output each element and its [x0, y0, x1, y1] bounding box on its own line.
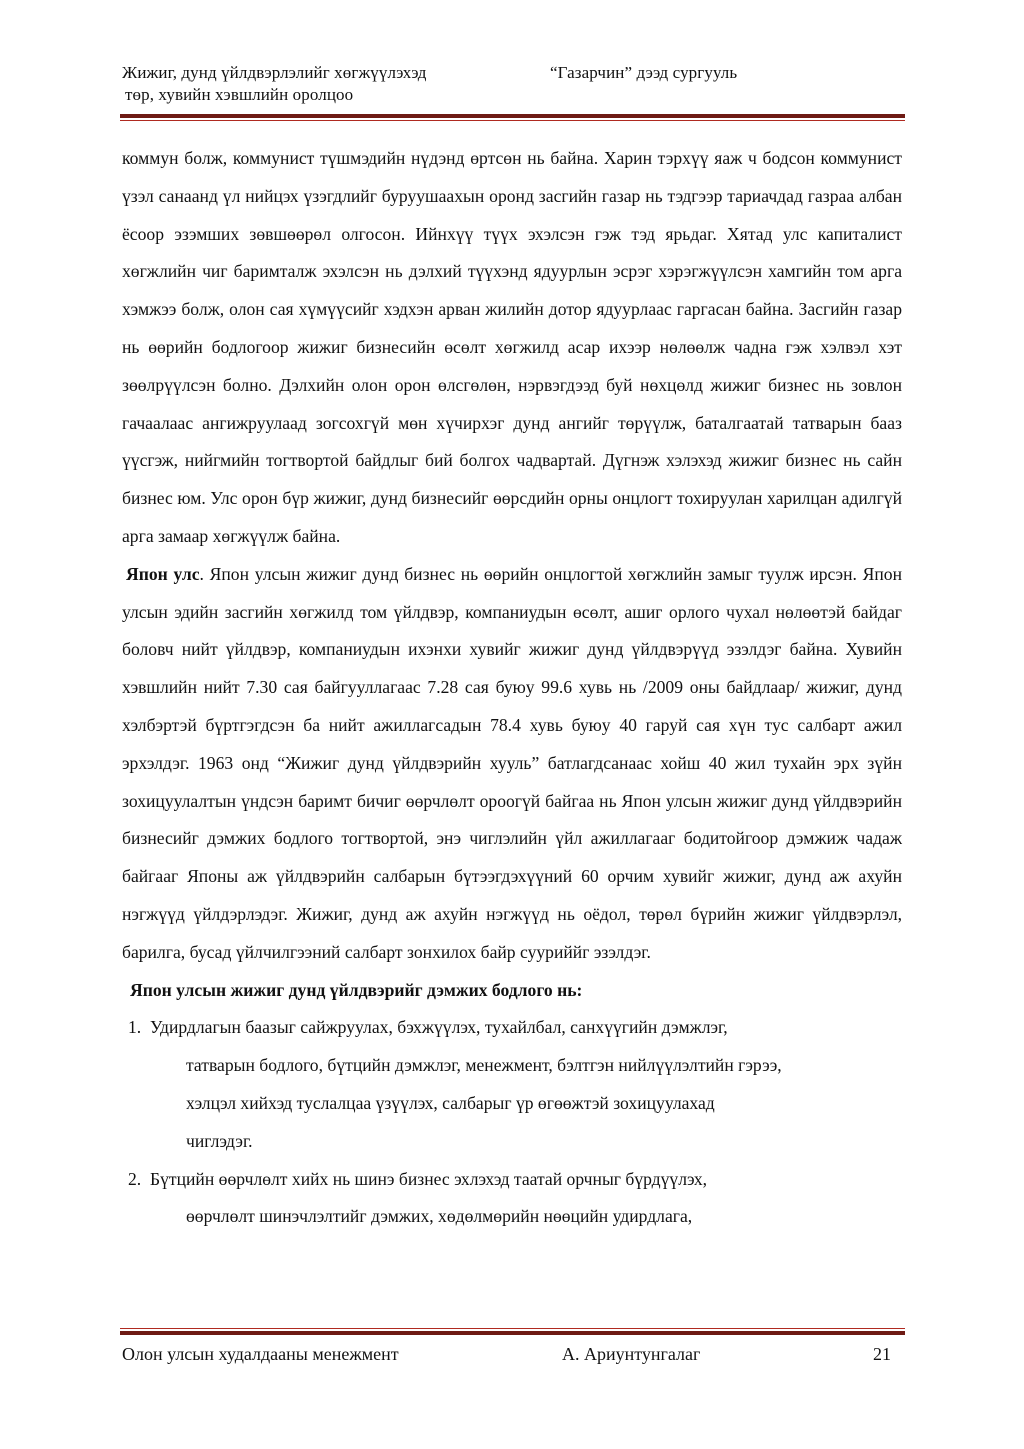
paragraph-2-lead: Япон улс — [126, 563, 200, 584]
header-rule-thin — [120, 120, 905, 121]
page-number: 21 — [873, 1344, 891, 1364]
list-item-2 — [122, 1161, 902, 1237]
list-item-2-number: 2. — [128, 1168, 142, 1189]
list-item-1-line: Удирдлагын баазыг сайжруулах, бэхжүүлэх, тухайлбал, санхүүгийн дэмжлэг, — [150, 1017, 728, 1038]
footer-rule-thick — [120, 1331, 905, 1335]
header-left — [122, 62, 502, 106]
section-heading: Япон улсын жижиг дунд үйлдвэрийг дэмжих бодлого нь: — [130, 979, 583, 1000]
footer-course-title: Олон улсын худалдааны менежмент — [122, 1344, 399, 1364]
paragraph-2 — [122, 556, 902, 972]
header-right: “Газарчин” дээд сургууль — [550, 63, 738, 82]
list-item-2-line: Бүтцийн өөрчлөлт хийх нь шинэ бизнес эхлэхэд таатай орчныг бүрдүүлэх, — [150, 1168, 708, 1189]
paragraph-2-text: . Япон улсын жижиг дунд бизнес нь өөрийн онцлогтой хөгжлийн замыг туулж ирсэн. Япон улсын эдийн засгийн хөгжилд том үйлдвэр, компаниудын өсөлт, ашиг орлого чухал нөлөөтэй байдаг боловч нийт үйлдвэр, компаниудын ихэнхи хувийг жижиг дунд үйлдвэрүүд эзэлдэг байна. Хувийн хэвшлийн нийт 7.30 сая байгууллагаас 7.28 сая буюу 99.6 хувь нь /2009 оны байдлаар/ жижиг, дунд хэлбэртэй бүртгэгдсэн ба нийт ажиллагсадын 78.4 хувь буюу 40 гаруй сая хүн тус салбарт ажил эрхэлдэг. 1963 онд “Жижиг дунд үйлдвэрийн хууль” батлагдсанаас хойш 40 жил тухайн эрх зүйн зохицуулалтын үндсэн баримт бичиг өөрчлөлт ороогүй байгаа нь Япон улсын жижиг дунд үйлдвэрийн бизнесийг дэмжих бодлого тогтвортой, энэ чиглэлийн үйл ажиллагааг бодитойгоор дэмжиж чадаж байгааг Японы аж үйлдвэрийн салбарын бүтээгдэхүүний 60 орчим хувийг жижиг, дунд аж ахуйн нэгжүүд үйлдэрлэдэг. Жижиг, дунд аж ахуйн нэгжүүд нь оёдол, төрөл бүрийн жижиг үйлдвэрлэл, барилга, бусад үйлчилгээний салбарт зонхилох байр сууриййг эзэлдэг. — [122, 563, 902, 962]
list-item-1-cont-2: хэлцэл хийхэд туслалцаа үзүүлэх, салбарыг үр өгөөжтэй зохицуулахад — [186, 1092, 715, 1113]
list-item-1-cont-1: татварын бодлого, бүтцийн дэмжлэг, менежмент, бэлтгэн нийлүүлэлтийн гэрээ, — [186, 1055, 782, 1076]
list-item-2-cont-1: өөрчлөлт шинэчлэлтийг дэмжих, хөдөлмөрийн нөөцийн удирдлага, — [186, 1206, 693, 1227]
header-rule-thick — [120, 114, 905, 118]
header-left-line2: төр, хувийн хэвшлийн оролцоо — [125, 85, 354, 104]
paragraph-1: коммун болж, коммунист түшмэдийн нүдэнд өртсөн нь байна. Харин тэрхүү яаж ч бодсон коммунист үзэл санаанд үл нийцэх үзэгдлийг буруушаахын оронд засгийн газар нь тэдгээр тариачдад газраа албан ёсоор эзэмших зөвшөөрөл олгосон. Ийнхүү түүх эхэлсэн гэж тэд ярьдаг. Хятад улс капиталист хөгжлийн чиг баримталж эхэлсэн нь дэлхий түүхэнд ядуурлын эсрэг хэрэгжүүлсэн хамгийн том арга хэмжээ болж, олон сая хүмүүсийг хэдхэн арван жилийн дотор ядуурлаас гаргасан байна. Засгийн газар нь өөрийн бодлогоор жижиг бизнесийн өсөлт хөгжилд асар ихээр нөлөөлж чадна гэж хэлвэл хэт зөөлрүүлсэн болно. Дэлхийн олон орон өлсгөлөн, нэрвэгдээд буй нөхцөлд жижиг бизнес нь зовлон гачаалаас ангижруулаад зогсохгүй мөн хүчирхэг дунд ангийг төрүүлж, баталгаатай татварын бааз үүсгэж, нийгмийн тогтвортой байдлыг бий болгох чадвартай. Дүгнэж хэлэхэд жижиг бизнес нь сайн бизнес юм. Улс орон бүр жижиг, дунд бизнесийг өөрсдийн орны онцлогт тохируулан харилцан адилгүй арга замаар хөгжүүлж байна. — [122, 148, 902, 546]
body-text — [122, 140, 902, 1236]
list-item-1 — [122, 1009, 902, 1160]
footer-author: А. Ариунтунгалаг — [562, 1344, 701, 1364]
list-item-1-cont-3: чиглэдэг. — [186, 1130, 253, 1151]
footer-rule-thin — [120, 1328, 905, 1329]
list-item-1-number: 1. — [128, 1017, 142, 1038]
header-left-line1: Жижиг, дунд үйлдвэрлэлийг хөгжүүлэхэд — [122, 63, 427, 82]
